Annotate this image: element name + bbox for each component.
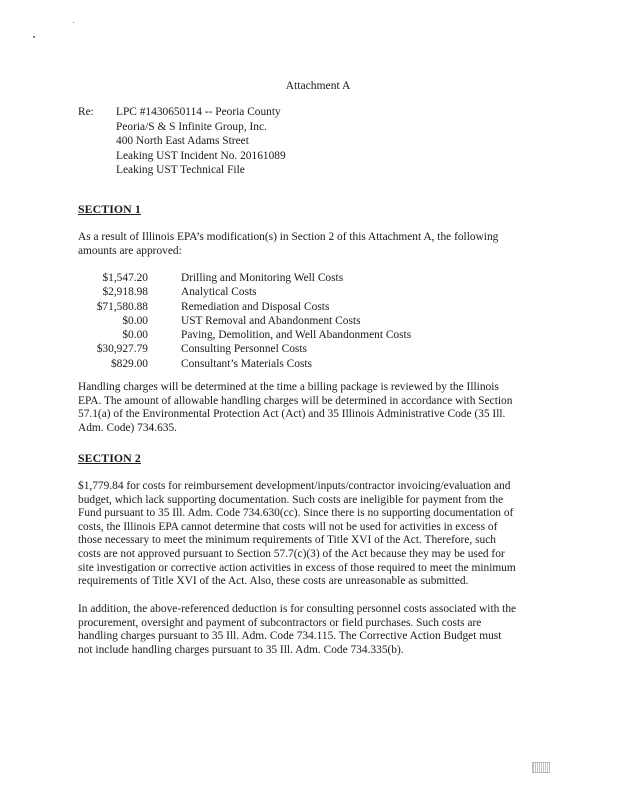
cost-row [78, 343, 498, 357]
cost-description: Analytical Costs [181, 286, 257, 299]
re-label: Re: [78, 106, 94, 118]
cost-amount: $2,918.98 [102, 286, 148, 299]
re-line: Leaking UST Incident No. 20161089 [116, 149, 286, 162]
re-line: Peoria/S & S Infinite Group, Inc. [116, 120, 267, 133]
section-2-heading: SECTION 2 [78, 451, 141, 465]
paragraph-line: As a result of Illinois EPA’s modification(s) in Section 2 of this Attachment A, the following [78, 231, 499, 243]
cost-amount: $1,547.20 [102, 272, 148, 284]
cost-description: Paving, Demolition, and Well Abandonment Costs [181, 329, 412, 342]
scan-speck [73, 22, 74, 23]
paragraph-line: In addition, the above-referenced deduction is for consulting personnel costs associated with the [78, 603, 517, 615]
re-line: Leaking UST Technical File [116, 164, 245, 176]
paragraph-line: requirements of Title XVI of the Act. Also, these costs are unreasonable as submitted. [78, 575, 469, 588]
cost-description: Drilling and Monitoring Well Costs [181, 272, 344, 284]
section-2-paragraph-1 [78, 480, 558, 589]
paragraph-line: costs, the Illinois EPA cannot determine that costs will not be used for activities in excess of [78, 520, 498, 533]
paragraph-line: Handling charges will be determined at the time a billing package is reviewed by the Illinois [78, 381, 499, 393]
paragraph-line: procurement, oversight and payment of subcontractors or field purchases. Such costs are [78, 616, 482, 629]
paragraph-line: budget, which lack supporting documentation. Such costs are ineligible for payment from the [78, 493, 504, 506]
section-2-paragraph-2 [78, 603, 558, 657]
approved-costs-table [78, 272, 498, 372]
attachment-title: Attachment A [285, 79, 351, 92]
cost-amount: $0.00 [122, 329, 148, 342]
handling-charges-paragraph [78, 381, 558, 435]
cost-description: UST Removal and Abandonment Costs [181, 314, 361, 327]
section-1-heading: SECTION 1 [78, 202, 141, 216]
paragraph-line: site investigation or corrective action activities in excess of those required to meet the minimum [78, 561, 516, 574]
paragraph-line: not include handling charges pursuant to 35 Ill. Adm. Code 734.335(b). [78, 643, 404, 656]
cost-amount: $30,927.79 [96, 343, 148, 356]
paragraph-line: handling charges pursuant to 35 Ill. Adm. Code 734.115. The Corrective Action Budget must [78, 630, 502, 643]
cost-amount: $0.00 [122, 314, 148, 327]
paragraph-line: 57.1(a) of the Environmental Protection Act (Act) and 35 Illinois Administrative Code (35 Ill. [78, 408, 506, 421]
cost-row [78, 315, 498, 329]
paragraph-line: EPA. The amount of allowable handling charges will be determined in accordance with Section [78, 394, 513, 407]
paragraph-line: Adm. Code) 734.635. [78, 421, 178, 434]
paragraph-line: $1,779.84 for costs for reimbursement development/inputs/contractor invoicing/evaluation and [78, 480, 511, 492]
cost-description: Consultant’s Materials Costs [181, 357, 312, 370]
cost-row [78, 286, 498, 300]
cost-amount: $71,580.88 [96, 300, 148, 313]
scan-speck [33, 36, 35, 38]
cost-description: Remediation and Disposal Costs [181, 300, 330, 313]
paragraph-line: Fund pursuant to 35 Ill. Adm. Code 734.630(cc). Since there is no supporting documentation of [78, 507, 514, 520]
re-line: LPC #1430650114 -- Peoria County [116, 106, 281, 118]
cost-amount: $829.00 [110, 357, 148, 370]
paragraph-line: costs are not approved pursuant to Section 57.7(c)(3) of the Act because they may be used for [78, 547, 505, 560]
page-stamp-mark [532, 762, 550, 773]
cost-row [78, 272, 498, 286]
paragraph-line: those necessary to meet the minimum requirements of Title XVI of the Act. Therefore, such [78, 534, 496, 547]
cost-row [78, 329, 498, 343]
cost-row [78, 301, 498, 315]
section-1-intro [78, 231, 558, 258]
re-line: 400 North East Adams Street [116, 135, 249, 147]
cost-row [78, 358, 498, 372]
re-lines [116, 106, 286, 179]
cost-description: Consulting Personnel Costs [181, 343, 307, 356]
paragraph-line: amounts are approved: [78, 244, 182, 257]
